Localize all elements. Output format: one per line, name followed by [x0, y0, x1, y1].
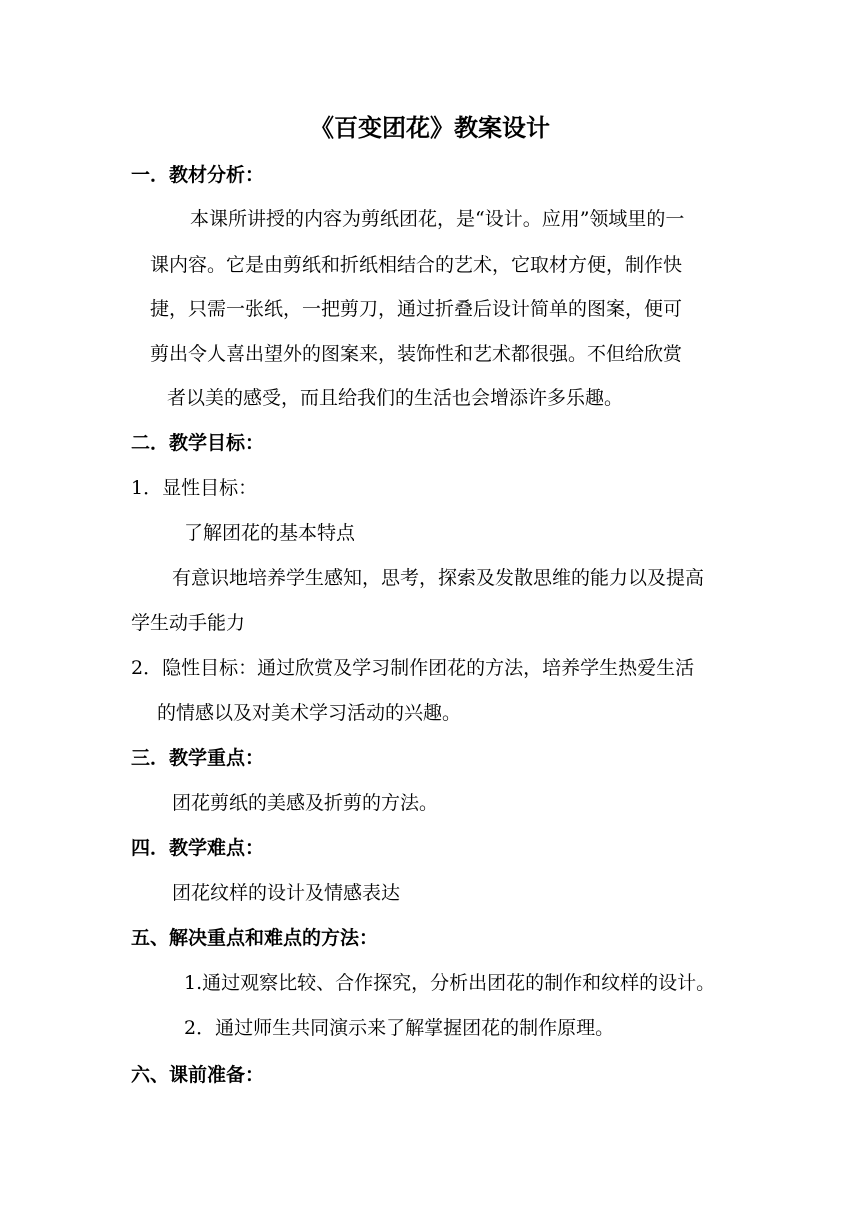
section-heading-methods: 五、解决重点和难点的方法： [131, 927, 379, 949]
paragraph-line: 有意识地培养学生感知，思考，探索及发散思维的能力以及提高 [172, 567, 705, 589]
list-item: 1.通过观察比较、合作探究，分析出团花的制作和纹样的设计。 [184, 972, 716, 994]
paragraph-line: 了解团花的基本特点 [184, 522, 356, 544]
section-heading-key-points: 三．教学重点： [131, 747, 265, 769]
list-item: 2．通过师生共同演示来了解掌握团花的制作原理。 [184, 1017, 615, 1039]
paragraph-line: 团花剪纸的美感及折剪的方法。 [172, 792, 439, 814]
section-heading-preparation: 六、课前准备： [131, 1064, 265, 1086]
paragraph-line: 剪出令人喜出望外的图案来，装饰性和艺术都很强。不但给欣赏 [150, 343, 683, 365]
list-item-explicit-goal: 1．显性目标： [131, 477, 258, 499]
paragraph-line: 捷，只需一张纸，一把剪刀，通过折叠后设计简单的图案，便可 [150, 298, 683, 320]
list-item-implicit-goal: 2．隐性目标：通过欣赏及学习制作团花的方法，培养学生热爱生活 [131, 657, 695, 679]
paragraph-line: 团花纹样的设计及情感表达 [172, 882, 401, 904]
paragraph-line: 本课所讲授的内容为剪纸团花，是“设计。应用”领域里的一 [190, 208, 685, 230]
section-heading-difficulties: 四．教学难点： [131, 837, 265, 859]
section-heading-materials-analysis: 一．教材分析： [131, 164, 265, 186]
paragraph-line: 的情感以及对美术学习活动的兴趣。 [157, 702, 462, 724]
document-title: 《百变团花》教案设计 [310, 113, 550, 142]
paragraph-line: 者以美的感受，而且给我们的生活也会增添许多乐趣。 [167, 387, 624, 409]
paragraph-line: 学生动手能力 [131, 612, 246, 634]
section-heading-teaching-goals: 二．教学目标： [131, 432, 265, 454]
paragraph-line: 课内容。它是由剪纸和折纸相结合的艺术，它取材方便，制作快 [150, 254, 683, 276]
